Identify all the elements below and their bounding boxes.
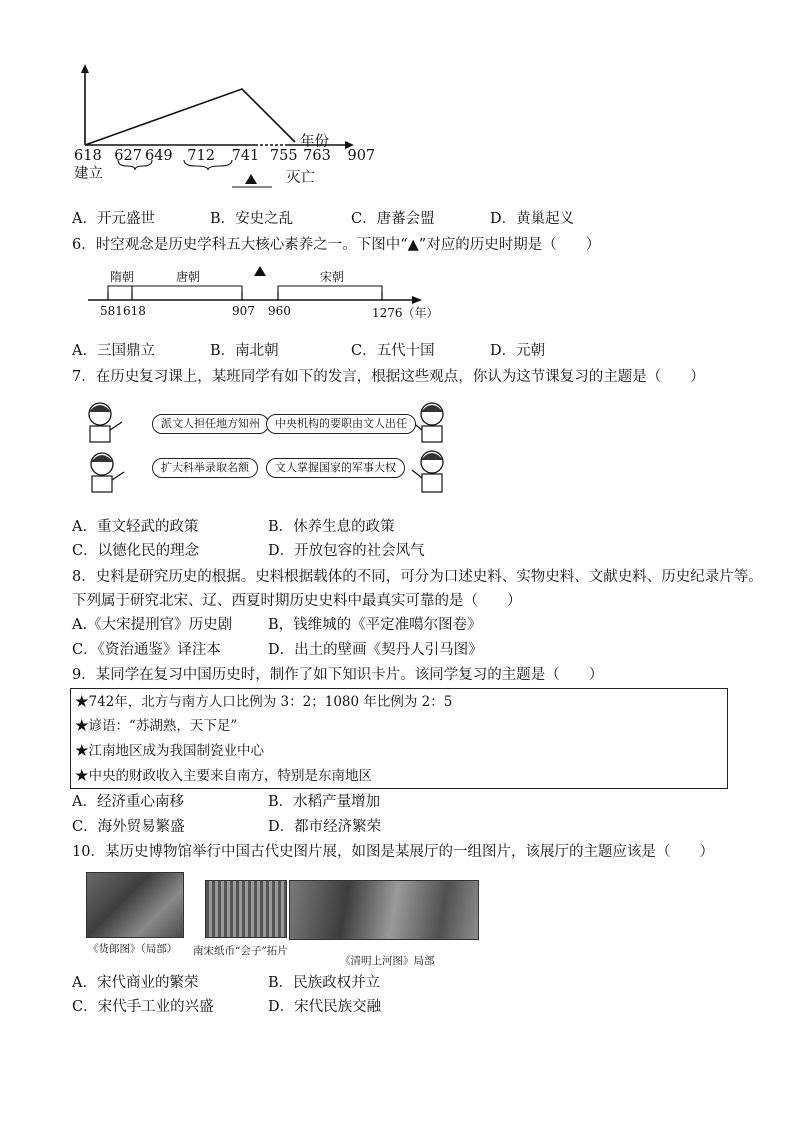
q8-stem-line1: 8．史料是研究历史的根据。史料根据载体的不同，可分为口述史料、实物史料、文献史料、历史纪录片等。 <box>72 569 763 585</box>
q5-tick-labels <box>74 146 375 166</box>
q6-option-a[interactable]: A．三国鼎立 <box>72 343 155 359</box>
student-avatar-icon <box>78 400 128 446</box>
tick-960: 960 <box>268 304 291 318</box>
tick-907: 907 <box>347 148 376 164</box>
tick-618: 618 <box>123 304 146 318</box>
q6-option-c[interactable]: C．五代十国 <box>351 343 435 359</box>
card-item: ★谚语：“苏湖熟，天下足” <box>75 718 238 734</box>
huizi-banknote-image <box>205 880 287 938</box>
tick-763: 763 <box>303 148 331 164</box>
speech-bubble: 扩大科举录取名额 <box>152 458 258 478</box>
caption-huizi: 南宋纸币“会子”拓片 <box>193 945 288 957</box>
q9-option-c[interactable]: C．海外贸易繁盛 <box>72 819 185 835</box>
q6-option-d[interactable]: D．元朝 <box>490 343 546 359</box>
tick-581: 581 <box>100 304 123 318</box>
q8-stem-line2: 下列属于研究北宋、辽、西夏时期历史史料中最真实可靠的是（ ） <box>72 593 522 609</box>
q5-chart-svg <box>60 60 360 190</box>
tick-712: 712 <box>187 148 215 164</box>
period-sui: 隋朝 <box>110 270 135 284</box>
card-item: ★江南地区成为我国制瓷业中心 <box>75 743 264 759</box>
tick-907: 907 <box>232 304 255 318</box>
q10-option-c[interactable]: C．宋代手工业的兴盛 <box>72 999 214 1015</box>
q6-stem: 6．时空观念是历史学科五大核心素养之一。下图中“▲”对应的历史时期是（ ） <box>72 237 601 253</box>
tick-755: 755 <box>269 148 298 164</box>
q5-option-a[interactable]: A．开元盛世 <box>72 211 155 227</box>
q9-stem: 9．某同学在复习中国历史时，制作了如下知识卡片。该同学复习的主题是（ ） <box>72 667 604 683</box>
tick-649: 649 <box>144 148 173 164</box>
q5-start-label: 建立 <box>74 166 103 182</box>
q9-option-a[interactable]: A．经济重心南移 <box>72 794 184 810</box>
q7-option-b[interactable]: B．休养生息的政策 <box>268 519 395 535</box>
card-item: ★742年，北方与南方人口比例为 3：2；1080 年比例为 2：5 <box>75 694 453 710</box>
q7-option-d[interactable]: D．开放包容的社会风气 <box>268 543 425 559</box>
period-tang: 唐朝 <box>176 270 201 284</box>
student-avatar-icon <box>80 450 130 496</box>
card-item: ★中央的财政收入主要来自南方，特别是东南地区 <box>75 768 372 784</box>
tick-741: 741 <box>231 148 260 164</box>
huolang-painting-image <box>86 872 184 938</box>
speech-bubble: 中央机构的要职由文人出任 <box>266 414 416 434</box>
q10-stem: 10．某历史博物馆举行中国古代史图片展，如图是某展厅的一组图片，该展厅的主题应该是（ ） <box>72 844 714 860</box>
knowledge-card <box>70 688 728 789</box>
tick-1276: 1276（年） <box>372 306 439 320</box>
tick-618: 618 <box>74 148 102 164</box>
speech-bubble: 文人掌握国家的军事大权 <box>266 458 405 478</box>
q10-option-a[interactable]: A．宋代商业的繁荣 <box>72 975 199 991</box>
q9-option-d[interactable]: D．都市经济繁荣 <box>268 819 382 835</box>
student-avatar-icon <box>406 448 456 496</box>
tick-627: 627 <box>114 148 142 164</box>
q8-option-a[interactable]: A.《大宋提刑官》历史剧 <box>72 617 233 633</box>
speech-bubble: 派文人担任地方知州 <box>152 414 269 434</box>
q8-option-c[interactable]: C．《资治通鉴》译注本 <box>72 642 221 658</box>
caption-huolang: 《货郎图》（局部） <box>88 943 178 955</box>
qingming-painting-image <box>289 880 479 940</box>
q10-option-b[interactable]: B．民族政权并立 <box>268 975 381 991</box>
q5-option-d[interactable]: D．黄巢起义 <box>490 211 575 227</box>
period-song: 宋朝 <box>320 270 345 284</box>
q10-option-d[interactable]: D．宋代民族交融 <box>268 999 382 1015</box>
q5-option-b[interactable]: B．安史之乱 <box>210 211 294 227</box>
q7-option-a[interactable]: A．重文轻武的政策 <box>72 519 199 535</box>
q7-option-c[interactable]: C．以德化民的理念 <box>72 543 200 559</box>
q8-option-b[interactable]: B，钱维城的《平定准噶尔图卷》 <box>268 617 482 633</box>
q6-timeline-svg <box>86 262 426 310</box>
q5-axis-label: 年份 <box>300 134 329 150</box>
q8-option-d[interactable]: D．出土的壁画《契丹人引马图》 <box>268 642 483 658</box>
q9-option-b[interactable]: B．水稻产量增加 <box>268 794 381 810</box>
q5-option-c[interactable]: C．唐蕃会盟 <box>351 211 435 227</box>
q7-stem: 7．在历史复习课上，某班同学有如下的发言，根据这些观点，你认为这节课复习的主题是（ ） <box>72 369 705 385</box>
q5-end-label: 灭亡 <box>286 170 315 186</box>
q6-option-b[interactable]: B．南北朝 <box>210 343 279 359</box>
caption-qingming: 《清明上河图》局部 <box>340 955 435 967</box>
